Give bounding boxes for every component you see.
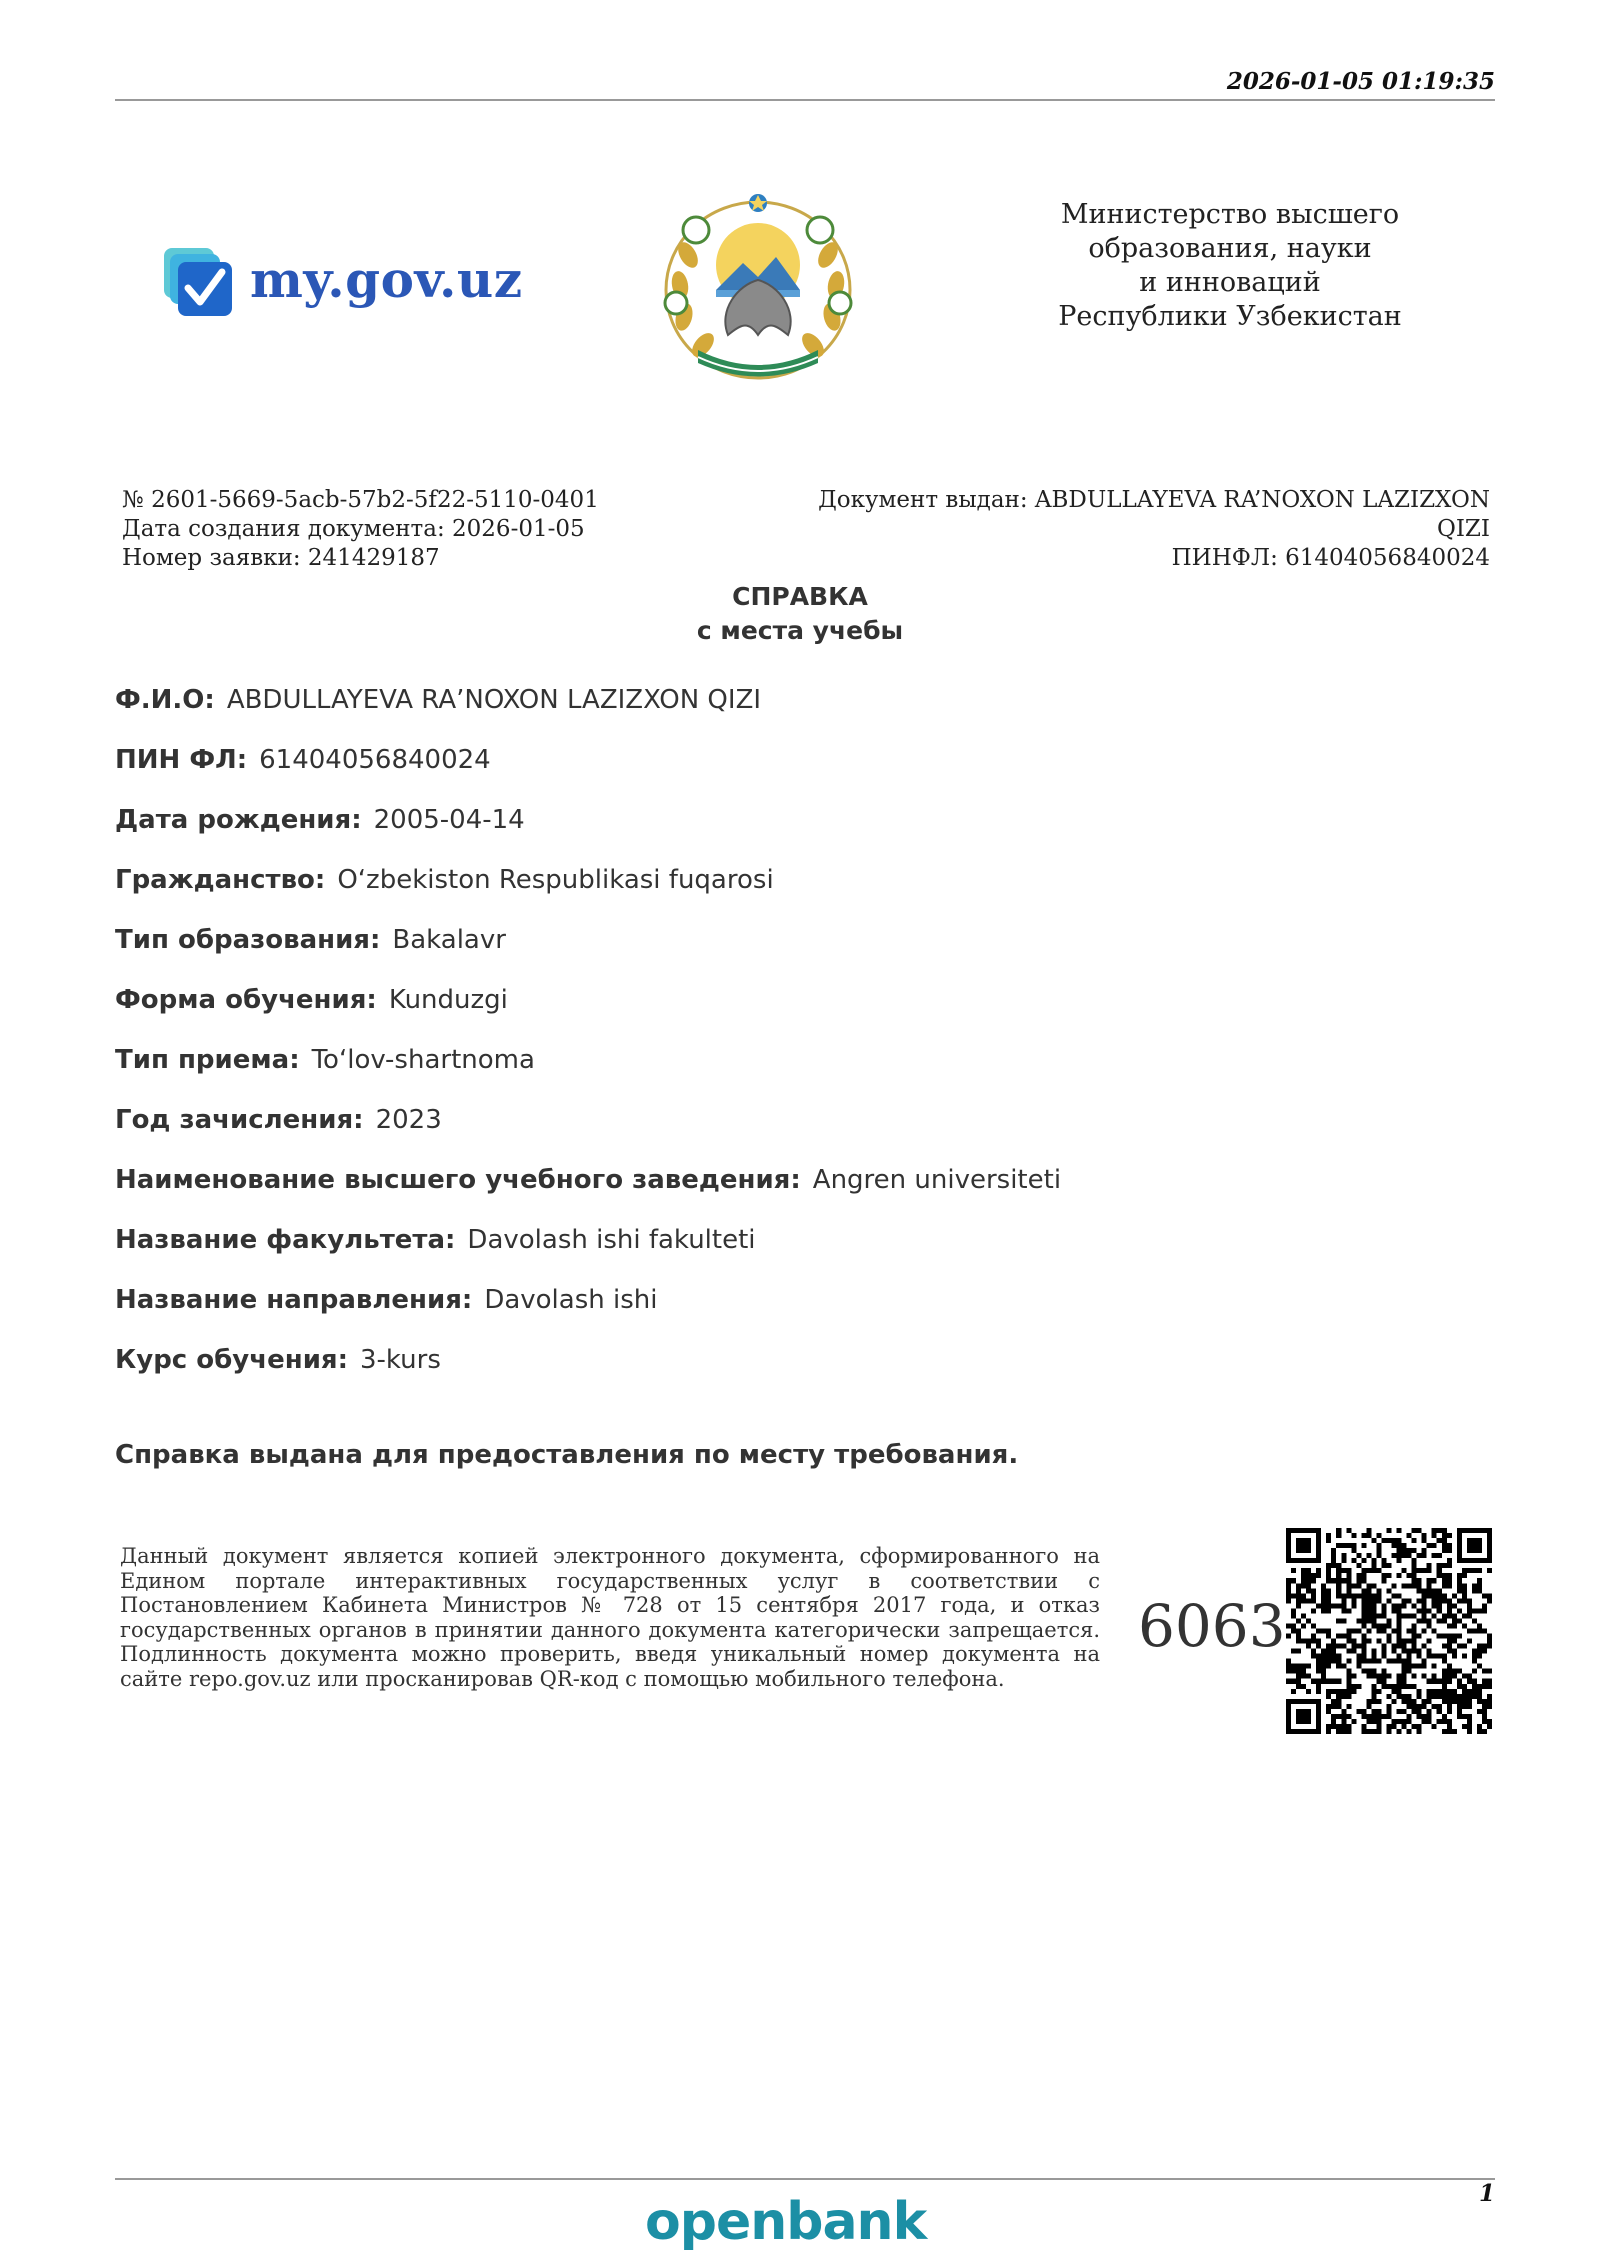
field-value: Davolash ishi fakulteti — [467, 1225, 756, 1255]
field-value: Bakalavr — [392, 925, 506, 955]
field-pinfl — [115, 745, 1061, 805]
field-label: Год зачисления: — [115, 1105, 364, 1135]
field-enrollment-year — [115, 1105, 1061, 1165]
field-label: Гражданство: — [115, 865, 326, 895]
field-value: Kunduzgi — [388, 985, 508, 1015]
qr-code[interactable] — [1286, 1528, 1492, 1734]
field-label: Тип образования: — [115, 925, 381, 955]
mygov-logo-text: my.gov.uz — [250, 250, 523, 309]
document-created-date: Дата создания документа: 2026-01-05 — [122, 516, 585, 542]
openbank-logo: openbank — [645, 2192, 927, 2252]
field-value: O‘zbekiston Respublikasi fuqarosi — [337, 865, 774, 895]
document-meta — [122, 486, 599, 573]
title-line-1: СПРАВКА — [732, 582, 868, 611]
print-timestamp: 2026-01-05 01:19:35 — [1226, 68, 1495, 95]
field-value: 61404056840024 — [259, 745, 491, 775]
field-label: Название факультета: — [115, 1225, 456, 1255]
header-divider — [115, 99, 1495, 101]
issued-to: Документ выдан: ABDULLAYEVA RA’NOXON LAZIZXON — [818, 487, 1490, 513]
title-line-2: с места учебы — [696, 616, 904, 645]
field-label: Тип приема: — [115, 1045, 300, 1075]
field-faculty — [115, 1225, 1061, 1285]
field-fio — [115, 685, 1061, 745]
field-education-type — [115, 925, 1061, 985]
field-label: ПИН ФЛ: — [115, 745, 248, 775]
ministry-line: и инноваций — [1139, 267, 1321, 298]
student-info — [115, 685, 1061, 1405]
field-study-form — [115, 985, 1061, 1045]
field-label: Ф.И.О: — [115, 685, 215, 715]
field-value: 2023 — [375, 1105, 442, 1135]
request-number: Номер заявки: 241429187 — [122, 545, 440, 571]
ministry-line: Республики Узбекистан — [1058, 301, 1402, 332]
field-value: ABDULLAYEVA RA’NOXON LAZIZXON QIZI — [226, 685, 762, 715]
mygov-check-icon — [160, 248, 240, 324]
legal-disclaimer: Данный документ является копией электронного документа, сформированного на Едином портале интерактивных государственных услуг в соответствии с Постановлением Кабинета Министров № 728 от 15 сентября 2017 года, и отказ государственных органов в принятии данного документа категорически запрещается. Подлинность документа можно проверить, введя уникальный номер документа на сайте repo.gov.uz или просканировав QR-код с помощью мобильного телефона. — [120, 1544, 1100, 1691]
ministry-line: Министерство высшего — [1060, 199, 1400, 230]
issued-to-continued: QIZI — [1436, 516, 1490, 542]
document-title — [0, 580, 1600, 648]
page-number: 1 — [1478, 2180, 1495, 2207]
field-label: Дата рождения: — [115, 805, 362, 835]
field-value: Davolash ishi — [484, 1285, 658, 1315]
document-number: № 2601-5669-5acb-57b2-5f22-5110-0401 — [122, 487, 599, 513]
footer-divider — [115, 2178, 1495, 2180]
state-emblem — [658, 185, 858, 385]
field-value: To‘lov-shartnoma — [311, 1045, 535, 1075]
issued-to-meta — [770, 486, 1490, 573]
mygov-logo — [160, 248, 523, 324]
field-value: 2005-04-14 — [373, 805, 525, 835]
field-label: Название направления: — [115, 1285, 473, 1315]
purpose-note: Справка выдана для предоставления по месту требования. — [115, 1440, 1019, 1470]
field-citizenship — [115, 865, 1061, 925]
issued-to-pinfl: ПИНФЛ: 61404056840024 — [1171, 545, 1490, 571]
field-label: Наименование высшего учебного заведения: — [115, 1165, 801, 1195]
field-university — [115, 1165, 1061, 1225]
field-birth-date — [115, 805, 1061, 865]
verification-code: 6063 — [1138, 1592, 1286, 1660]
field-label: Курс обучения: — [115, 1345, 348, 1375]
ministry-name — [1040, 198, 1420, 334]
ministry-line: образования, науки — [1088, 233, 1372, 264]
field-value: 3-kurs — [360, 1345, 441, 1375]
field-value: Angren universiteti — [812, 1165, 1062, 1195]
field-course — [115, 1345, 1061, 1405]
field-label: Форма обучения: — [115, 985, 377, 1015]
field-direction — [115, 1285, 1061, 1345]
field-admission-type — [115, 1045, 1061, 1105]
